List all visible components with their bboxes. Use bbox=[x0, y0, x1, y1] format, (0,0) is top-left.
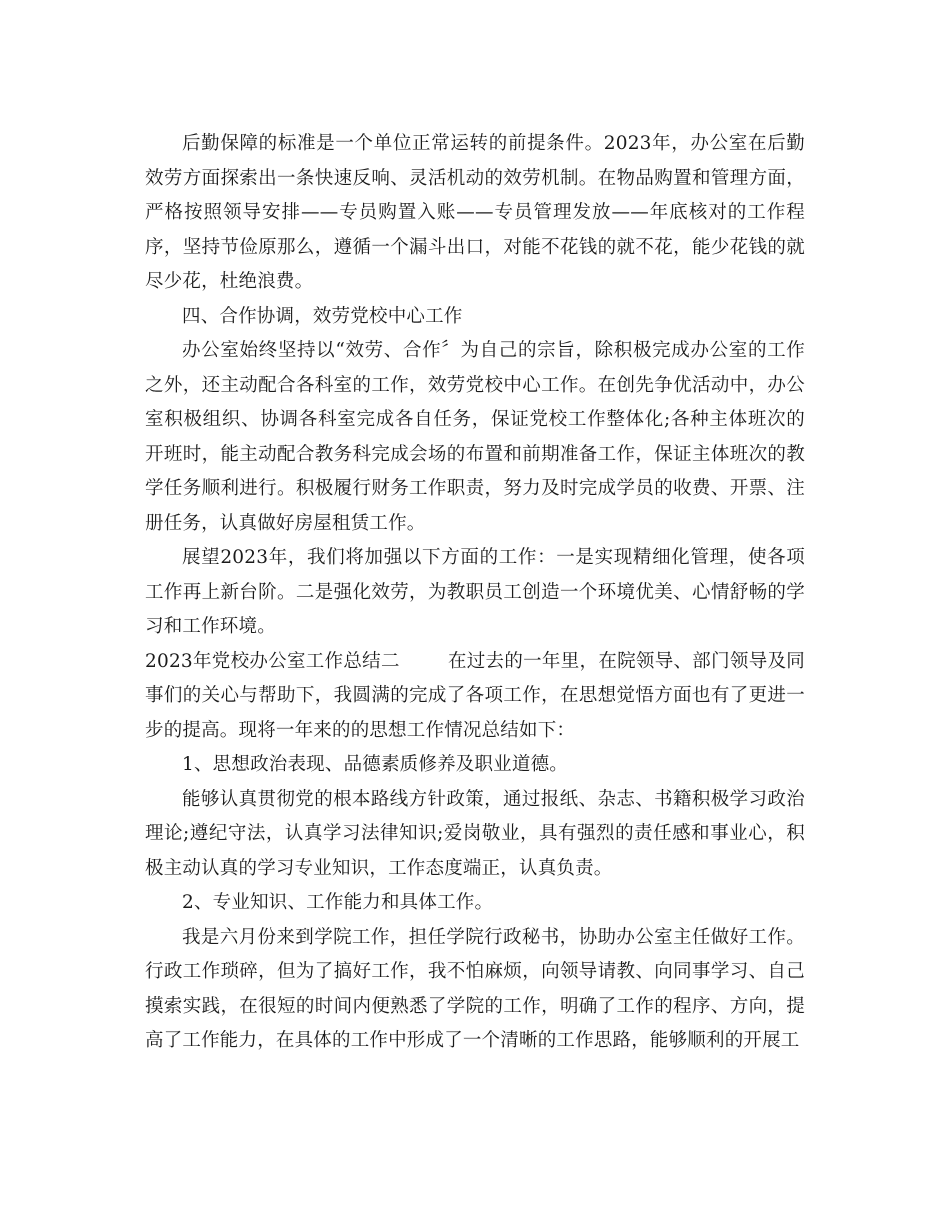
summary-two-title: 2023年党校办公室工作总结二 bbox=[145, 650, 400, 672]
document-body bbox=[145, 127, 805, 1059]
paragraph-summary-two bbox=[145, 645, 805, 749]
summary-two-intro: 在过去的一年里，在院领导、部门领导及同事们的关心与帮助下，我圆满的完成了各项工作，在思想觉悟方面也有了更进一步的提高。现将一年来的的思想工作情况总结如下： bbox=[145, 650, 805, 741]
paragraph-logistics: 后勤保障的标准是一个单位正常运转的前提条件。2023年，办公室在后勤效劳方面探索出一条快速反响、灵活机动的效劳机制。在物品购置和管理方面，严格按照领导安排——专员购置入账——专员管理发放——年底核对的工作程序，坚持节俭原那么，遵循一个漏斗出口，对能不花钱的就不花，能少花钱的就尽少花，杜绝浪费。 bbox=[145, 133, 805, 292]
paragraph-political: 能够认真贯彻党的根本路线方针政策，通过报纸、杂志、书籍积极学习政治理论;遵纪守法，认真学习法律知识;爱岗敬业，具有强烈的责任感和事业心，积极主动认真的学习专业知识，工作态度端正，认真负责。 bbox=[145, 788, 805, 879]
section-heading-political: 1、思想政治表现、品德素质修养及职业道德。 bbox=[182, 754, 568, 775]
section-heading-professional: 2、专业知识、工作能力和具体工作。 bbox=[182, 892, 494, 913]
section-heading-cooperation: 四、合作协调，效劳党校中心工作 bbox=[182, 305, 463, 327]
paragraph-professional: 我是六月份来到学院工作，担任学院行政秘书，协助办公室主任做好工作。行政工作琐碎，但为了搞好工作，我不怕麻烦，向领导请教、向同事学习、自己摸索实践，在很短的时间内便熟悉了学院的工作，明确了工作的程序、方向，提高了工作能力，在具体的工作中形成了一个清晰的工作思路，能够顺利的开展工 bbox=[145, 926, 805, 1051]
paragraph-outlook: 展望2023年，我们将加强以下方面的工作：一是实现精细化管理，使各项工作再上新台阶。二是强化效劳，为教职员工创造一个环境优美、心情舒畅的学习和工作环境。 bbox=[145, 547, 805, 637]
paragraph-cooperation: 办公室始终坚持以“效劳、合作〞为自己的宗旨，除积极完成办公室的工作之外，还主动配合各科室的工作，效劳党校中心工作。在创先争优活动中，办公室积极组织、协调各科室完成各自任务，保证党校工作整体化;各种主体班次的开班时，能主动配合教务科完成会场的布置和前期准备工作，保证主体班次的教学任务顺利进行。积极履行财务工作职责，努力及时完成学员的收费、开票、注册任务，认真做好房屋租赁工作。 bbox=[145, 340, 805, 534]
